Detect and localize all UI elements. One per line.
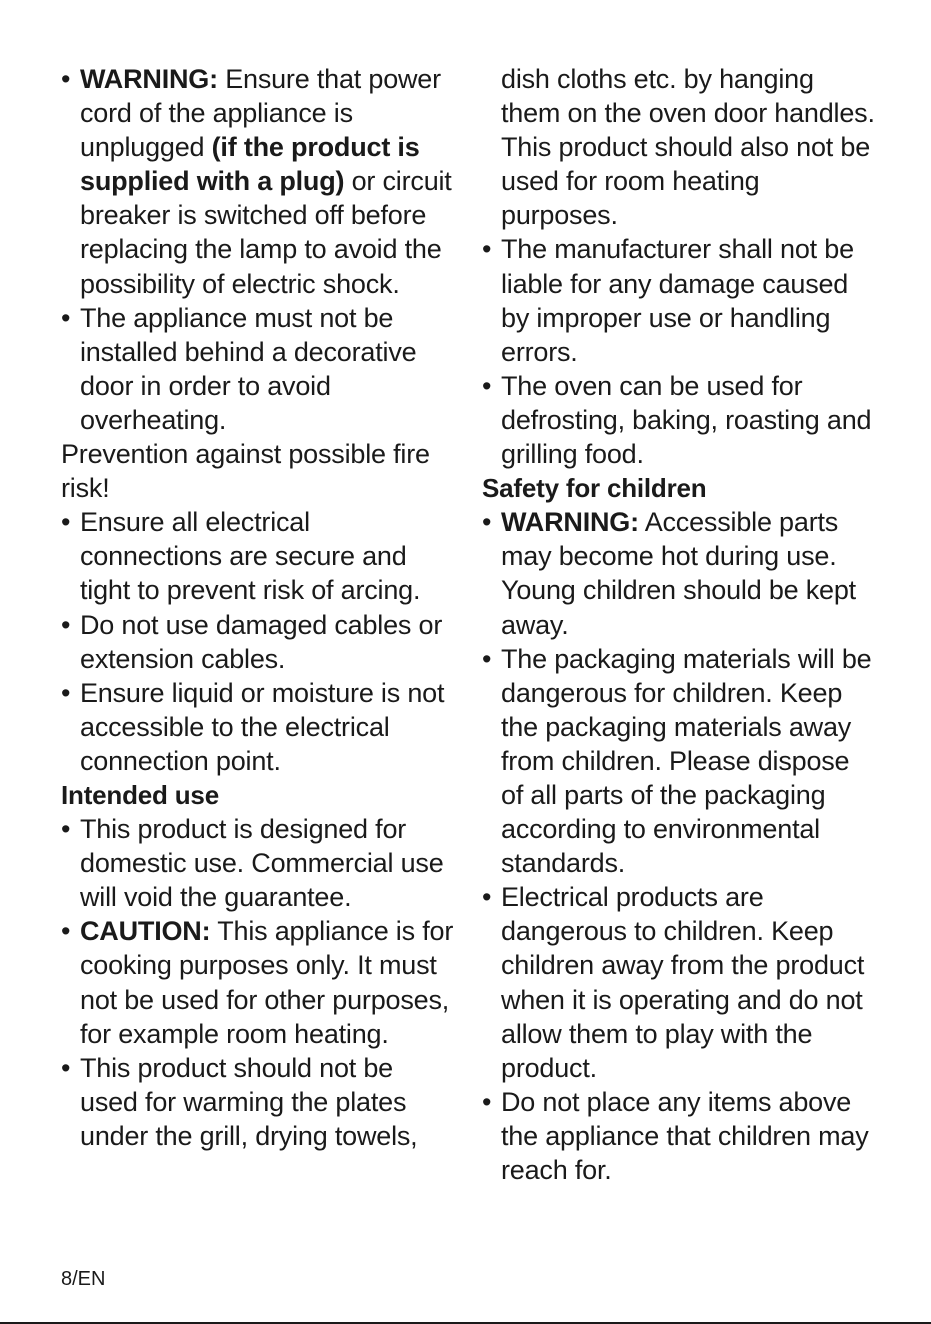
- bullet-icon: •: [482, 234, 492, 265]
- bullet-item: [482, 642, 877, 881]
- bullet-icon: •: [61, 916, 71, 947]
- bullet-text: Do not use damaged cables or extension cables.: [80, 609, 443, 674]
- warning-label: WARNING:: [501, 507, 639, 538]
- bullet-text: Do not place any items above the appliance that children may reach for.: [501, 1086, 869, 1185]
- fire-risk-paragraph: Prevention against possible fire risk!: [61, 439, 430, 504]
- bullet-text: The appliance must not be installed behind a decorative door in order to avoid overheating.: [80, 302, 417, 435]
- bullet-text: dish cloths etc. by hanging them on the oven door handles. This product should also not be used for room heating purposes.: [501, 64, 875, 231]
- bullet-icon: •: [61, 814, 71, 845]
- bullet-icon: •: [482, 1086, 492, 1117]
- bullet-icon: •: [61, 1052, 71, 1083]
- bullet-item: [61, 62, 456, 301]
- bullet-text: Ensure that power cord of the appliance is unplugged: [80, 64, 441, 163]
- bullet-item: [61, 812, 456, 914]
- bullet-item: [61, 505, 456, 607]
- bullet-text: Ensure liquid or moisture is not accessible to the electrical connection point.: [80, 677, 445, 776]
- bullet-text: Accessible parts may become hot during use. Young children should be kept away.: [501, 507, 856, 640]
- intended-use-heading: Intended use: [61, 779, 219, 810]
- bullet-icon: •: [61, 507, 71, 538]
- bullet-icon: •: [482, 370, 492, 401]
- bullet-icon: •: [482, 882, 492, 913]
- bullet-icon: •: [482, 507, 492, 538]
- bullet-text: This product should not be used for warming the plates under the grill, drying towels,: [80, 1052, 418, 1151]
- continued-item: [482, 62, 877, 232]
- bullet-text: or circuit breaker is switched off before replacing the lamp to avoid the possibility of electric shock.: [80, 166, 452, 299]
- bullet-icon: •: [61, 64, 71, 94]
- bullet-item: [482, 880, 877, 1085]
- bullet-text: The manufacturer shall not be liable for any damage caused by improper use or handling errors.: [501, 234, 854, 367]
- safety-for-children-heading: Safety for children: [482, 473, 707, 504]
- bullet-text: This appliance is for cooking purposes only. It must not be used for other purposes, for example room heating.: [80, 916, 454, 1049]
- bullet-item: [61, 608, 456, 676]
- bullet-item: [482, 505, 877, 641]
- bullet-item: [61, 914, 456, 1050]
- bullet-item: [61, 301, 456, 437]
- bullet-item: [482, 232, 877, 368]
- bullet-icon: •: [61, 677, 71, 708]
- bullet-icon: •: [61, 609, 71, 640]
- plug-note: (if the product is supplied with a plug): [80, 132, 420, 197]
- warning-label: WARNING:: [80, 64, 218, 94]
- bullet-icon: •: [482, 643, 492, 674]
- bullet-item: [482, 369, 877, 471]
- bullet-text: The packaging materials will be dangerous for children. Keep the packaging materials away from children. Please dispose of all parts of the packaging according to environmental standards.: [501, 643, 872, 879]
- bullet-text: This product is designed for domestic use. Commercial use will void the guarantee.: [80, 814, 444, 913]
- bullet-text: Ensure all electrical connections are secure and tight to prevent risk of arcing.: [80, 507, 421, 606]
- bullet-text: Electrical products are dangerous to children. Keep children away from the product when it is operating and do not allow them to play with the product.: [501, 882, 865, 1083]
- page-number: 8/EN: [61, 1268, 106, 1290]
- bullet-item: [61, 676, 456, 778]
- bullet-text: The oven can be used for defrosting, baking, roasting and grilling food.: [501, 370, 872, 470]
- bullet-item: [61, 1051, 456, 1153]
- bullet-item: [482, 1085, 877, 1187]
- right-column: [482, 62, 877, 1187]
- left-column: [61, 62, 456, 1153]
- bullet-icon: •: [61, 302, 71, 333]
- caution-label: CAUTION:: [80, 916, 211, 947]
